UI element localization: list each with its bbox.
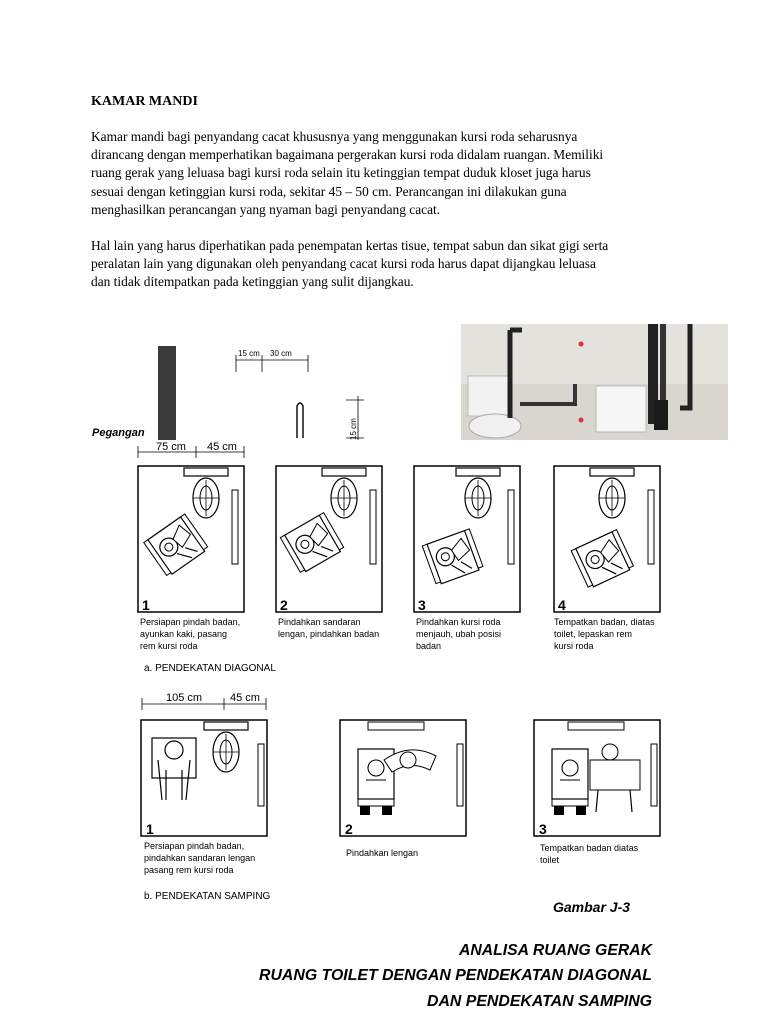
step-a1-caption: ayunkan kaki, pasang bbox=[140, 629, 228, 639]
top-dimensions bbox=[236, 355, 364, 440]
step-a3-caption: badan bbox=[416, 641, 442, 651]
grab-bar-label: Pegangan bbox=[92, 427, 145, 439]
dim-45-b: 45 cm bbox=[230, 692, 260, 704]
step-a4-caption: kursi roda bbox=[554, 641, 594, 651]
step-a1-number: 1 bbox=[142, 597, 150, 613]
dim-45-a: 45 cm bbox=[207, 441, 237, 453]
paragraph-2-line: dan tidak ditempatkan pada ketinggian yang sulit dijangkau. bbox=[91, 274, 414, 290]
step-a1-caption: rem kursi roda bbox=[140, 641, 198, 651]
step-a2-caption: Pindahkan sandaran bbox=[278, 617, 361, 627]
paragraph-2-line: peralatan lain yang digunakan oleh penyandang cacat kursi roda harus dapat dijangkau leluasa bbox=[91, 256, 596, 272]
paragraph-1-line: dirancang dengan memperhatikan bagaimana pergerakan kursi roda didalam ruangan. Memiliki bbox=[91, 147, 604, 163]
step-a2-caption: lengan, pindahkan badan bbox=[278, 629, 380, 639]
figure-caption-line: ANALISA RUANG GERAK bbox=[458, 942, 654, 959]
dim-15-vertical: 15 cm bbox=[349, 418, 358, 440]
step-b1-caption: pindahkan sandaran lengan bbox=[144, 853, 256, 863]
panel-a2 bbox=[276, 466, 382, 612]
paragraph-2-line: Hal lain yang harus diperhatikan pada penempatan kertas tisue, tempat sabun dan sikat gigi serta bbox=[91, 238, 609, 253]
section-a-title: a. PENDEKATAN DIAGONAL bbox=[144, 663, 276, 674]
step-b1-caption: pasang rem kursi roda bbox=[144, 865, 234, 875]
panel-a4 bbox=[554, 466, 660, 612]
grab-bar-post bbox=[158, 346, 176, 440]
gambar-label: Gambar J-3 bbox=[553, 899, 631, 915]
dim-15: 15 cm bbox=[238, 349, 260, 358]
document-heading: KAMAR MANDI bbox=[91, 94, 198, 109]
toilet-photo bbox=[461, 324, 728, 440]
step-b3-number: 3 bbox=[539, 821, 547, 837]
panel-a1 bbox=[138, 466, 244, 612]
step-a2-number: 2 bbox=[280, 597, 288, 613]
step-a3-caption: Pindahkan kursi roda bbox=[416, 617, 501, 627]
step-b1-number: 1 bbox=[146, 821, 154, 837]
figure-caption-line: DAN PENDEKATAN SAMPING bbox=[427, 993, 652, 1010]
step-b1-caption: Persiapan pindah badan, bbox=[144, 841, 245, 851]
section-b-title: b. PENDEKATAN SAMPING bbox=[144, 891, 271, 902]
step-b3-caption: toilet bbox=[540, 855, 560, 865]
dim-105: 105 cm bbox=[166, 692, 203, 704]
step-b3-caption: Tempatkan badan diatas bbox=[540, 843, 639, 853]
paragraph-1-line: Kamar mandi bagi penyandang cacat khususnya yang menggunakan kursi roda seharusnya bbox=[91, 129, 578, 144]
panel-b2 bbox=[340, 720, 466, 836]
step-a3-number: 3 bbox=[418, 597, 426, 613]
dim-30: 30 cm bbox=[270, 349, 292, 358]
step-a1-caption: Persiapan pindah badan, bbox=[140, 617, 241, 627]
panel-b1 bbox=[141, 720, 267, 836]
step-a3-caption: menjauh, ubah posisi bbox=[416, 629, 502, 639]
paragraph-1-line: menghasilkan perancangan yang nyaman bagi penyandang cacat. bbox=[91, 201, 441, 217]
figure-caption-line: RUANG TOILET DENGAN PENDEKATAN DIAGONAL bbox=[259, 967, 652, 984]
dim-75: 75 cm bbox=[156, 441, 186, 453]
step-a4-caption: Tempatkan badan, diatas bbox=[554, 617, 655, 627]
step-b2-caption: Pindahkan lengan bbox=[346, 848, 419, 858]
panel-b3 bbox=[534, 720, 660, 836]
step-b2-number: 2 bbox=[345, 821, 353, 837]
paragraph-1-line: ruang gerak yang leluasa bagi kursi roda selain itu ketinggian tempat duduk kloset juga harus bbox=[91, 165, 591, 181]
paragraph-1-line: sesuai dengan ketinggian kursi roda, sekitar 45 – 50 cm. Perancangan ini dilakukan guna bbox=[91, 183, 567, 199]
step-a4-number: 4 bbox=[558, 597, 566, 613]
step-a4-caption: toilet, lepaskan rem bbox=[554, 629, 633, 639]
panel-a3 bbox=[414, 466, 520, 612]
